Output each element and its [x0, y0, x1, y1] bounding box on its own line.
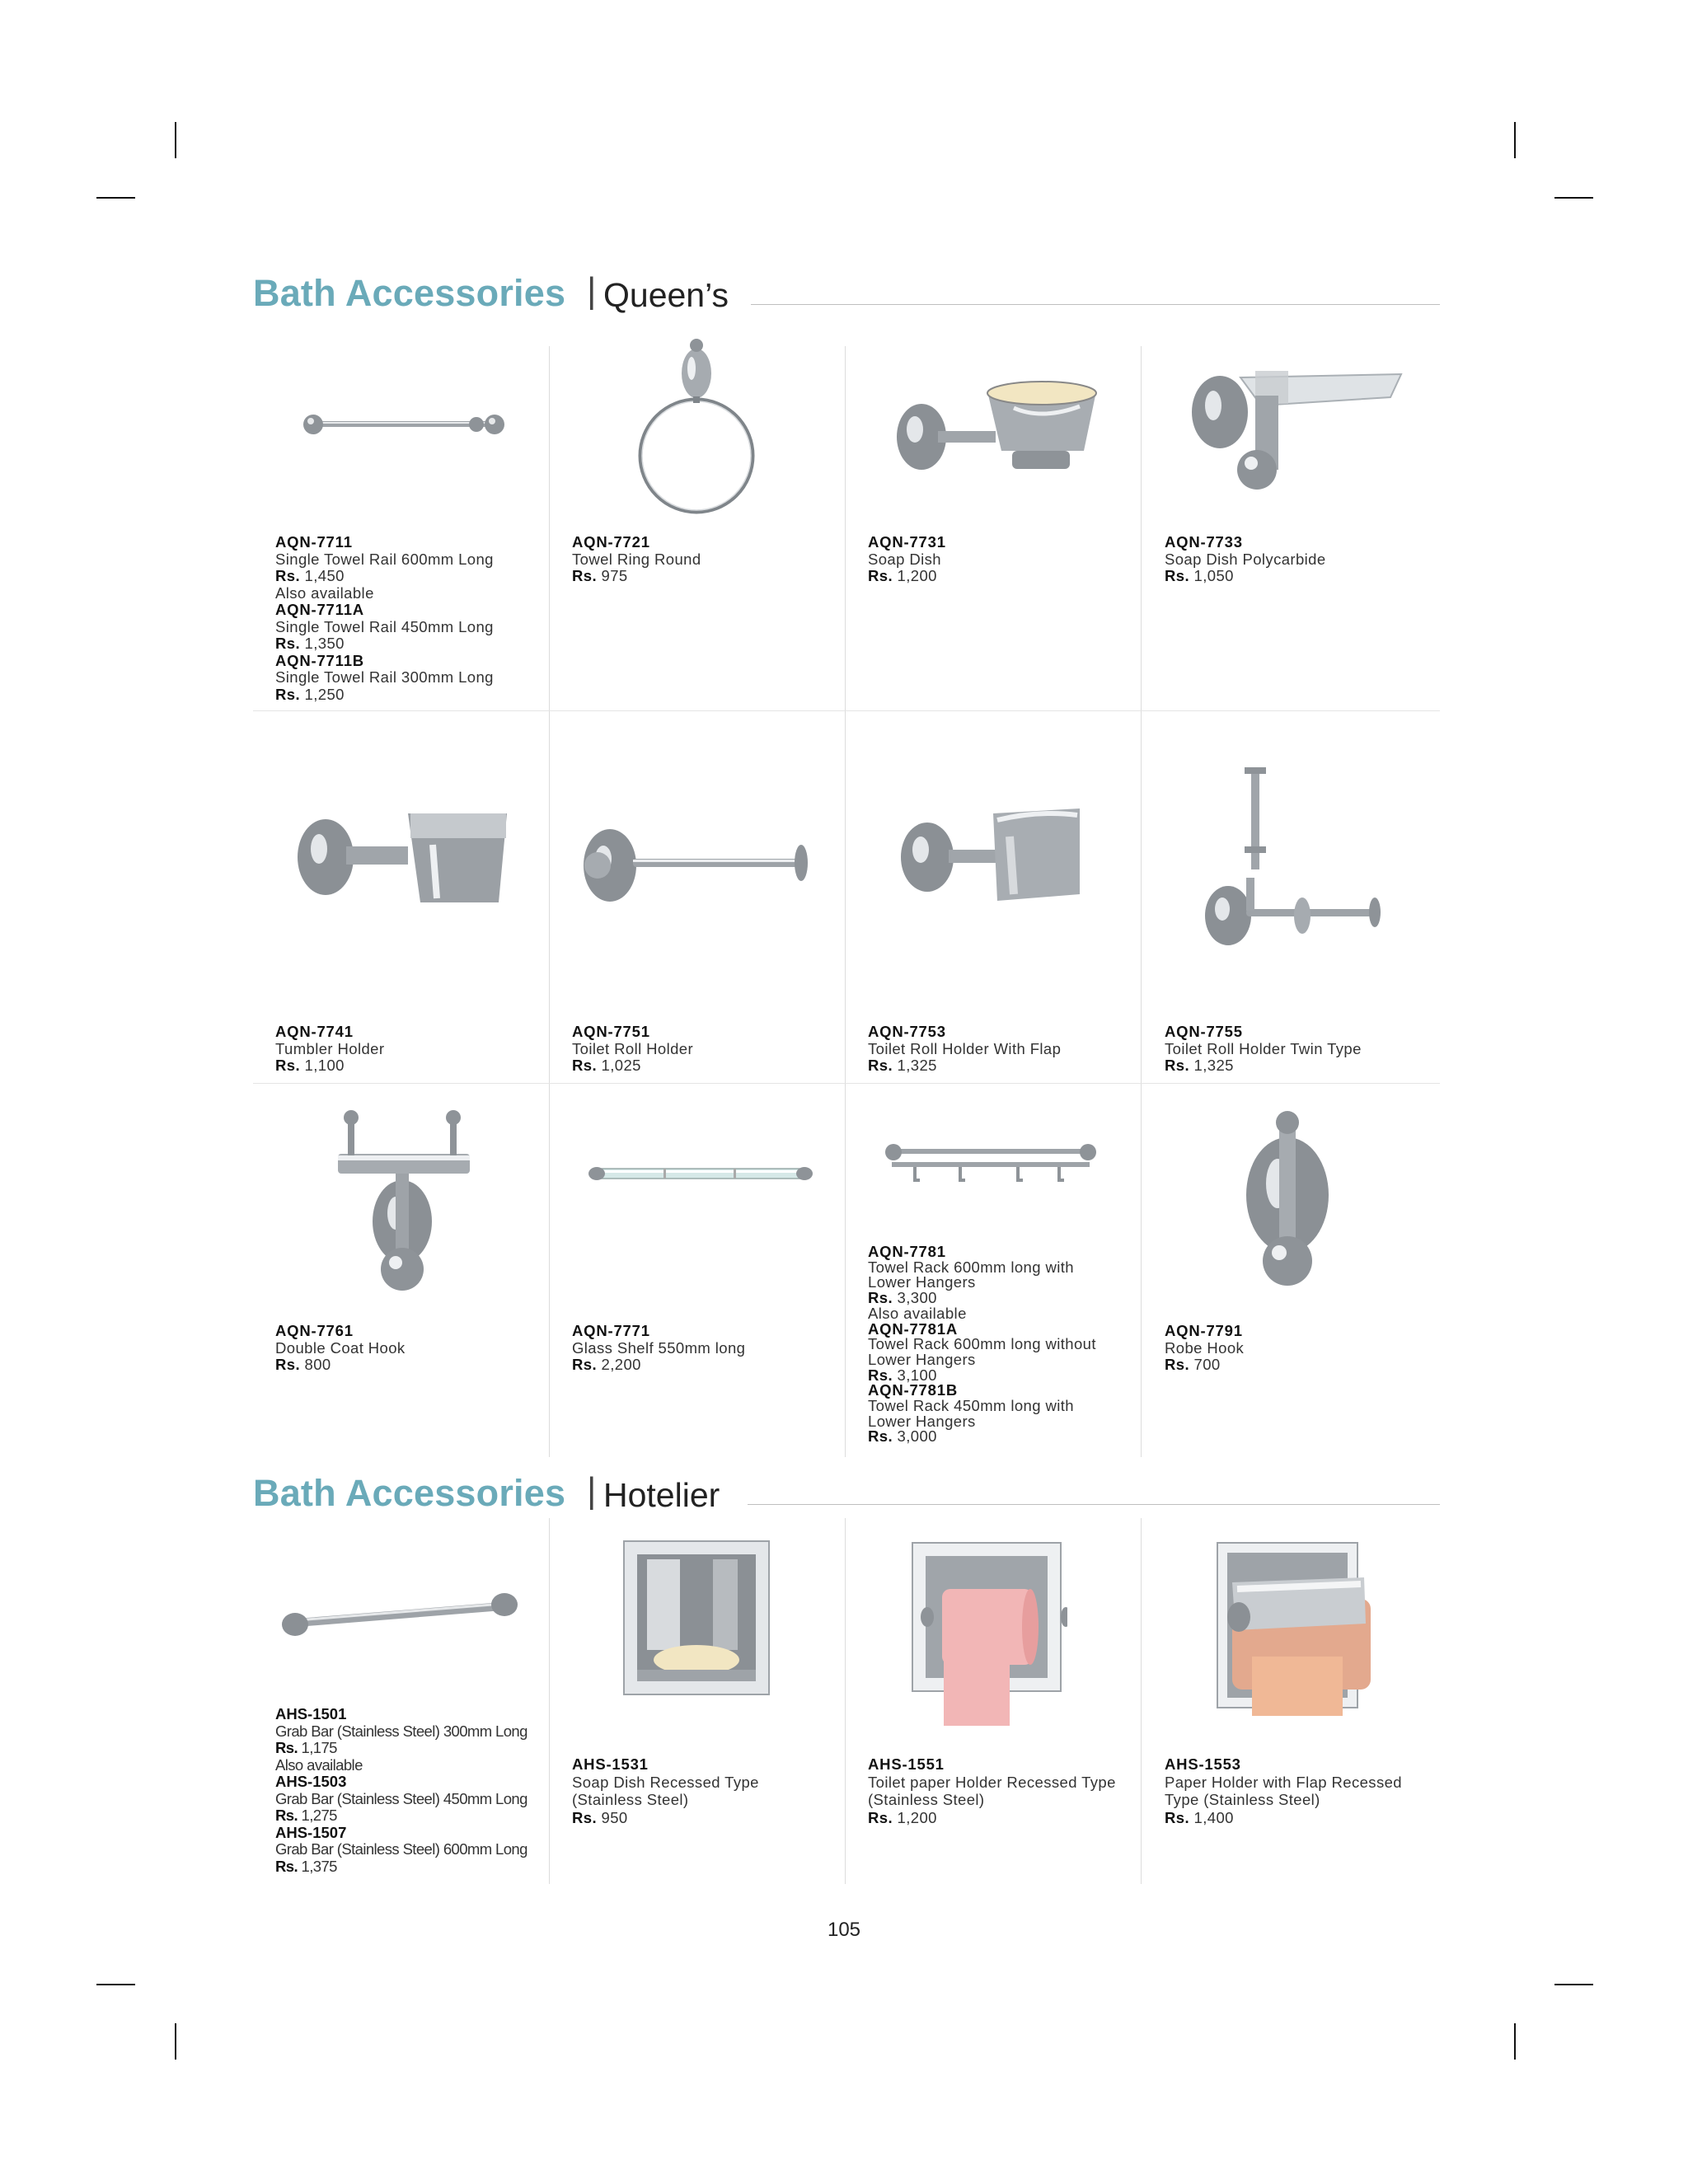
- product-desc: Soap Dish Polycarbide: [1165, 550, 1326, 568]
- product-aqn-7781: [868, 1244, 1140, 1445]
- product-price: Rs. 800: [275, 1356, 331, 1373]
- grid-divider: [549, 1518, 550, 1884]
- product-desc: Lower Hangers: [868, 1273, 976, 1291]
- product-price: Rs. 1,200: [868, 567, 937, 584]
- product-desc: Single Towel Rail 450mm Long: [275, 617, 494, 635]
- product-desc: Type (Stainless Steel): [1165, 1791, 1320, 1808]
- product-desc: Toilet Roll Holder Twin Type: [1165, 1039, 1362, 1057]
- product-price: Rs. 1,250: [275, 685, 345, 703]
- also-available: Also available: [868, 1304, 967, 1322]
- product-aqn-7771: [572, 1323, 844, 1374]
- grid-divider: [253, 1083, 1440, 1084]
- section-rule: [748, 1504, 1440, 1505]
- product-code: AQN-7761: [275, 1322, 354, 1339]
- product-price: Rs. 1,450: [275, 567, 345, 584]
- product-ahs-1551: [868, 1755, 1140, 1826]
- product-price: Rs. 700: [1165, 1356, 1221, 1373]
- product-price: Rs. 3,300: [868, 1289, 937, 1307]
- crop-mark: [175, 2023, 176, 2060]
- section-heading: Bath Accessories: [253, 1472, 566, 1514]
- toilet-roll-holder-flap-image: [894, 804, 1092, 911]
- product-code: AQN-7733: [1165, 533, 1243, 551]
- product-price: Rs. 1,200: [868, 1808, 937, 1826]
- toilet-paper-holder-recessed-image: [911, 1541, 1067, 1727]
- product-desc: Towel Rack 600mm long without: [868, 1335, 1096, 1353]
- product-price: Rs. 1,325: [868, 1057, 937, 1074]
- soap-dish-recessed-image: [622, 1540, 771, 1696]
- product-price: Rs. 1,350: [275, 635, 345, 652]
- robe-hook-image: [1228, 1104, 1352, 1294]
- product-desc: Glass Shelf 550mm long: [572, 1338, 746, 1357]
- toilet-roll-holder-twin-image: [1195, 762, 1385, 952]
- product-code: AQN-7711A: [275, 601, 364, 618]
- product-desc: Grab Bar (Stainless Steel) 450mm Long: [275, 1789, 528, 1807]
- double-coat-hook-image: [330, 1104, 478, 1302]
- soap-dish-polycarbide-image: [1175, 363, 1405, 503]
- grab-bar-image: [280, 1586, 519, 1644]
- product-price: Rs. 3,100: [868, 1366, 937, 1384]
- product-code: AQN-7753: [868, 1023, 946, 1040]
- tumbler-holder-image: [288, 804, 511, 919]
- grid-divider: [253, 710, 1440, 711]
- section-separator: |: [587, 1470, 597, 1511]
- product-price: Rs. 950: [572, 1808, 628, 1826]
- product-code: AQN-7711B: [275, 651, 364, 669]
- towel-rack-image: [882, 1137, 1100, 1195]
- product-code: AHS-1553: [1165, 1755, 1241, 1773]
- also-available: Also available: [275, 583, 374, 602]
- product-desc: (Stainless Steel): [868, 1791, 985, 1808]
- product-code: AHS-1507: [275, 1823, 347, 1841]
- product-desc: Towel Ring Round: [572, 550, 701, 568]
- crop-mark: [1554, 197, 1593, 199]
- crop-mark: [1554, 1984, 1593, 1985]
- product-price: Rs. 1,400: [1165, 1808, 1234, 1826]
- product-price: Rs. 1,050: [1165, 567, 1234, 584]
- crop-mark: [96, 1984, 135, 1985]
- crop-mark: [1514, 122, 1516, 158]
- product-desc: Paper Holder with Flap Recessed: [1165, 1773, 1402, 1791]
- product-code: AQN-7721: [572, 533, 650, 551]
- product-desc: Toilet Roll Holder: [572, 1039, 694, 1057]
- product-desc: (Stainless Steel): [572, 1791, 689, 1808]
- crop-mark: [96, 197, 135, 199]
- product-code: AHS-1503: [275, 1773, 347, 1790]
- product-code: AHS-1531: [572, 1755, 649, 1773]
- section-separator: |: [587, 270, 597, 311]
- product-aqn-7755: [1165, 1024, 1437, 1075]
- towel-rail-image: [297, 404, 511, 445]
- paper-holder-flap-recessed-image: [1216, 1541, 1372, 1718]
- product-code: AQN-7771: [572, 1322, 650, 1339]
- product-aqn-7791: [1165, 1323, 1437, 1374]
- grid-divider: [845, 1518, 846, 1884]
- product-desc: Grab Bar (Stainless Steel) 300mm Long: [275, 1722, 528, 1740]
- product-aqn-7753: [868, 1024, 1140, 1075]
- product-price: Rs. 1,025: [572, 1057, 641, 1074]
- soap-dish-image: [890, 375, 1104, 490]
- product-code: AHS-1551: [868, 1755, 945, 1773]
- product-desc: Single Towel Rail 600mm Long: [275, 550, 494, 568]
- product-ahs-1553: [1165, 1755, 1437, 1826]
- product-price: Rs. 1,100: [275, 1057, 345, 1074]
- product-aqn-7721: [572, 534, 844, 585]
- towel-ring-image: [631, 334, 762, 515]
- grid-divider: [1141, 346, 1142, 1457]
- product-price: Rs. 2,200: [572, 1356, 641, 1373]
- product-ahs-1501: [275, 1706, 547, 1875]
- section-subtitle: Queen’s: [603, 276, 729, 314]
- page-number: 105: [827, 1919, 861, 1941]
- product-price: Rs. 975: [572, 567, 628, 584]
- product-desc: Toilet Roll Holder With Flap: [868, 1039, 1062, 1057]
- product-desc: Toilet paper Holder Recessed Type: [868, 1773, 1116, 1791]
- product-desc: Soap Dish Recessed Type: [572, 1773, 759, 1791]
- toilet-roll-holder-image: [577, 824, 816, 915]
- product-desc: Soap Dish: [868, 550, 941, 568]
- product-aqn-7731: [868, 534, 1140, 585]
- product-desc: Lower Hangers: [868, 1412, 976, 1430]
- product-desc: Lower Hangers: [868, 1350, 976, 1368]
- product-ahs-1531: [572, 1755, 844, 1826]
- product-desc: Tumbler Holder: [275, 1039, 385, 1057]
- product-price: Rs. 1,175: [275, 1739, 337, 1756]
- product-code: AQN-7751: [572, 1023, 650, 1040]
- product-code: AQN-7781: [868, 1243, 946, 1260]
- product-code: AQN-7755: [1165, 1023, 1243, 1040]
- product-desc: Towel Rack 450mm long with: [868, 1397, 1074, 1415]
- section-subtitle: Hotelier: [603, 1476, 720, 1514]
- product-desc: Towel Rack 600mm long with: [868, 1258, 1074, 1276]
- grid-divider: [549, 346, 550, 1457]
- glass-shelf-image: [585, 1154, 816, 1195]
- product-code: AQN-7741: [275, 1023, 354, 1040]
- product-aqn-7733: [1165, 534, 1437, 585]
- product-code: AQN-7781A: [868, 1319, 958, 1338]
- product-code: AQN-7711: [275, 533, 353, 551]
- product-aqn-7741: [275, 1024, 547, 1075]
- product-price: Rs. 3,000: [868, 1427, 937, 1446]
- grid-divider: [1141, 1518, 1142, 1884]
- product-aqn-7761: [275, 1323, 547, 1374]
- product-price: Rs. 1,325: [1165, 1057, 1234, 1074]
- product-desc: Single Towel Rail 300mm Long: [275, 668, 494, 686]
- product-code: AQN-7781B: [868, 1381, 958, 1399]
- crop-mark: [175, 122, 176, 158]
- product-price: Rs. 1,275: [275, 1807, 337, 1824]
- product-desc: Grab Bar (Stainless Steel) 600mm Long: [275, 1840, 528, 1858]
- section-heading: Bath Accessories: [253, 272, 566, 314]
- product-code: AHS-1501: [275, 1705, 347, 1722]
- section-rule: [751, 304, 1440, 305]
- product-desc: Robe Hook: [1165, 1338, 1245, 1357]
- product-price: Rs. 1,375: [275, 1857, 337, 1875]
- also-available: Also available: [275, 1755, 363, 1774]
- product-code: AQN-7731: [868, 533, 946, 551]
- section-title-hotelier: [253, 1457, 1440, 1515]
- grid-divider: [845, 346, 846, 1457]
- product-desc: Double Coat Hook: [275, 1338, 406, 1357]
- product-code: AQN-7791: [1165, 1322, 1243, 1339]
- section-title-queens: [253, 257, 1440, 315]
- crop-mark: [1514, 2023, 1516, 2060]
- product-aqn-7711: [275, 534, 547, 703]
- product-aqn-7751: [572, 1024, 844, 1075]
